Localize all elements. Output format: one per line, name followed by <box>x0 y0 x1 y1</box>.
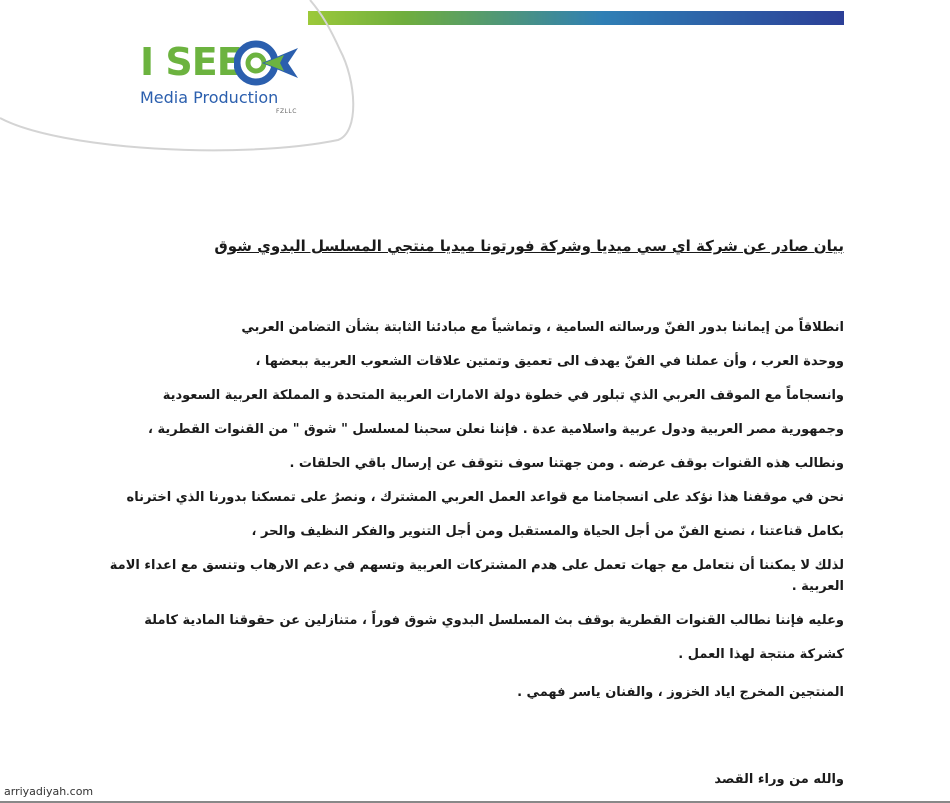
statement-line: انطلاقاً من إيماننا بدور الفنّ ورسالته السامية ، وتماشياً مع مبادئنا الثابتة بشأن التضامن العربي <box>241 320 844 335</box>
source-watermark: arriyadiyah.com <box>4 785 94 798</box>
statement-body <box>109 318 844 717</box>
statement-line: لذلك لا يمكننا أن نتعامل مع جهات تعمل على هدم المشتركات العربية وتسهم في دعم الارهاب وتنسق مع اعداء الامة <box>109 558 844 573</box>
statement-line: ونطالب هذه القنوات بوقف عرضه . ومن جهتنا سوف نتوقف عن إرسال باقي الحلقات . <box>289 456 844 471</box>
closing-line: والله من وراء القصد <box>714 772 844 787</box>
statement-line: المنتجين المخرج اياد الخزوز ، والفنان ياسر فهمي . <box>517 685 844 700</box>
statement-line: بكامل قناعتنا ، نصنع الفنّ من أجل الحياة والمستقبل ومن أجل التنوير والفكر النظيف والحر ، <box>251 524 844 539</box>
logo-suffix: FZLLC <box>276 108 297 115</box>
logo-subtitle: Media Production <box>140 88 279 107</box>
company-logo <box>140 40 320 120</box>
statement-line: وجمهورية مصر العربية ودول عربية واسلامية عدة . فإننا نعلن سحبنا لمسلسل " شوق " من القنوات القطرية ، <box>148 422 844 437</box>
statement-line: وعليه فإننا نطالب القنوات القطرية بوقف بث المسلسل البدوي شوق فوراً ، متنازلين عن حقوقنا المادية كاملة <box>144 613 844 628</box>
logo-brand-text <box>140 40 242 84</box>
statement-line: العربية . <box>791 579 844 594</box>
logo-eye-icon <box>234 40 300 86</box>
statement-line: وانسجاماً مع الموقف العربي الذي تبلور في خطوة دولة الامارات العربية المتحدة و المملكة العربية السعودية <box>162 388 844 403</box>
statement-title: بيان صادر عن شركة اي سي ميديا وشركة فورتونا ميديا منتجي المسلسل البدوي شوق <box>214 237 844 255</box>
header-gradient-bar <box>308 11 844 25</box>
logo-brand-prefix: I SEE <box>140 40 242 84</box>
statement-line: كشركة منتجة لهذا العمل . <box>678 647 844 662</box>
statement-line: ووحدة العرب ، وأن عملنا في الفنّ يهدف الى تعميق وتمتين علاقات الشعوب العربية ببعضها ، <box>255 354 844 369</box>
statement-line: نحن في موقفنا هذا نؤكد على انسجامنا مع قواعد العمل العربي المشترك ، ونصرُ على تمسكنا بدورنا الذي اخترناه <box>126 490 844 505</box>
